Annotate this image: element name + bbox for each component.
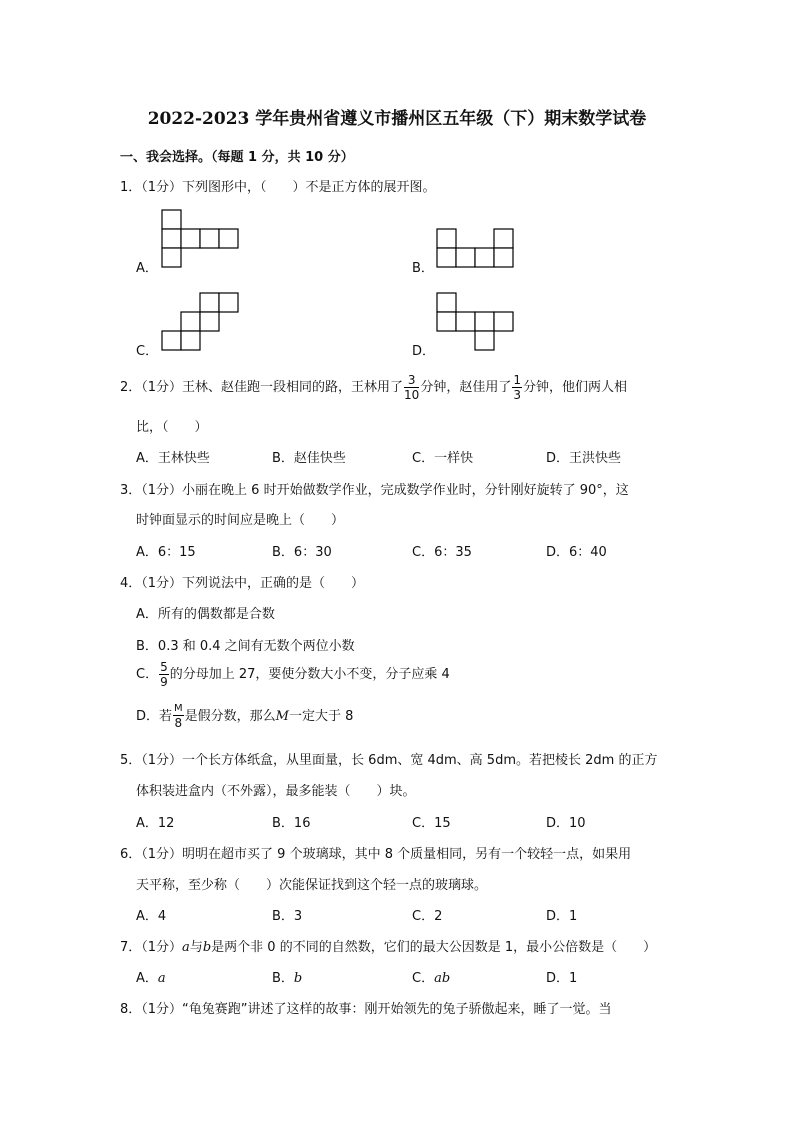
q4-option-c [136, 660, 450, 690]
q2-option-d: D．王洪快些 [546, 451, 622, 466]
q2-option-c: C．一样快 [412, 451, 474, 466]
q1-option-c-label: C． [136, 344, 159, 359]
q6-option-b: B．3 [272, 909, 303, 924]
q4-d-numerator: M [174, 703, 183, 714]
q4-c-fraction [159, 661, 169, 688]
q7-text: 是两个非 0 的不同的自然数，它们的最大公因数是 1，最小公倍数是（ ） [211, 940, 657, 955]
q7-prefix: 7．（1分） [120, 940, 183, 955]
q3-option-c: C．6：35 [412, 545, 472, 560]
question-8-line1: 8．（1分）“龟兔赛跑”讲述了这样的故事：刚开始领先的兔子骄傲起来，睡了一觉。当 [120, 1002, 612, 1017]
q3-option-d: D．6：40 [546, 545, 607, 560]
question-4-stem: 4．（1分）下列说法中，正确的是（ ） [120, 576, 365, 591]
question-6-line1: 6．（1分）明明在超市买了 9 个玻璃球，其中 8 个质量相同，另有一个较轻一点，如果用 [120, 847, 632, 862]
q4-option-a: A．所有的偶数都是合数 [136, 607, 275, 622]
q2-f1-denominator: 10 [404, 388, 420, 402]
q4-c-numerator: 5 [160, 660, 168, 674]
question-2-stem [120, 373, 627, 403]
question-3-line1: 3．（1分）小丽在晚上 6 时开始做数学作业，完成数学作业时，分针刚好旋转了 90°，这 [120, 483, 629, 498]
q5-option-c: C．15 [412, 816, 451, 831]
q4-d-text: 一定大于 8 [288, 709, 354, 724]
q2-option-b: B．赵佳快些 [272, 451, 346, 466]
q7-var-b: b [202, 940, 212, 955]
q3-option-a: A．6：15 [136, 545, 196, 560]
q7-option-b [272, 967, 302, 986]
q6-option-d: D．1 [546, 909, 578, 924]
question-7-stem [120, 936, 656, 955]
page-title: 2022-2023 学年贵州省遵义市播州区五年级（下）期末数学试卷 [147, 109, 647, 129]
q2-fraction-wanglin [404, 374, 419, 401]
q6-option-c: C．2 [412, 909, 443, 924]
q7-and: 与 [189, 940, 203, 955]
q5-option-a: A．12 [136, 816, 175, 831]
q4-d-fraction [173, 704, 184, 729]
q1-option-a-label: A． [136, 261, 158, 276]
q7-b-var: b [293, 971, 303, 986]
q4-d-variable: M [275, 709, 289, 724]
q1-option-a-net-figure [162, 210, 242, 270]
q2-text-post: 分钟，他们两人相 [522, 380, 627, 395]
q4-c-prefix: C． [136, 667, 159, 682]
q4-option-d [136, 702, 353, 732]
q4-c-denominator: 9 [160, 675, 168, 689]
q7-var-a: a [182, 940, 190, 955]
q2-option-a: A．王林快些 [136, 451, 210, 466]
q2-f1-numerator: 3 [404, 374, 419, 388]
q6-option-a: A．4 [136, 909, 167, 924]
q2-f2-denominator: 3 [513, 388, 521, 402]
q7-a-prefix: A． [136, 971, 158, 986]
q7-option-d: D．1 [546, 971, 578, 986]
q1-option-d-label: D． [412, 344, 436, 359]
q4-c-text: 的分母加上 27，要使分数大小不变，分子应乘 4 [169, 667, 450, 682]
q5-option-d: D．10 [546, 816, 586, 831]
question-5-line1: 5．（1分）一个长方体纸盒，从里面量，长 6dm、宽 4dm、高 5dm。若把棱长 2dm 的正方 [120, 753, 658, 768]
q3-option-b: B．6：30 [272, 545, 332, 560]
q4-d-prefix: D．若 [136, 709, 173, 724]
question-1-stem: 1．（1分）下列图形中，（ ）不是正方体的展开图。 [120, 180, 436, 195]
q4-d-mid: 是假分数，那么 [184, 709, 276, 724]
question-6-line2: 天平称，至少称（ ）次能保证找到这个轻一点的玻璃球。 [136, 878, 488, 893]
q1-option-b-label: B． [412, 261, 434, 276]
q2-f2-numerator: 1 [513, 373, 521, 387]
q4-d-denominator: 8 [174, 716, 183, 730]
q2-text-pre: 2．（1分）王林、赵佳跑一段相同的路，王林用了 [120, 380, 404, 395]
q7-c-var: ab [434, 971, 451, 986]
q2-text-mid: 分钟，赵佳用了 [420, 380, 512, 395]
question-3-line2: 时钟面显示的时间应是晚上（ ） [136, 513, 345, 528]
q7-a-var: a [157, 971, 166, 986]
q7-b-prefix: B． [272, 971, 294, 986]
q1-option-d-net-figure [437, 293, 517, 353]
q7-option-c [412, 967, 450, 986]
q2-fraction-zhaojia [512, 374, 522, 401]
q7-c-prefix: C． [412, 971, 435, 986]
q4-option-b: B．0.3 和 0.4 之间有无数个两位小数 [136, 639, 355, 654]
question-2-line2: 比，（ ） [136, 420, 208, 435]
section-heading: 一、我会选择。（每题 1 分，共 10 分） [120, 150, 354, 165]
q1-option-b-net-figure [437, 229, 517, 271]
question-5-line2: 体积装进盒内（不外露），最多能装（ ）块。 [136, 784, 416, 799]
q1-option-c-net-figure [162, 293, 242, 353]
q5-option-b: B．16 [272, 816, 311, 831]
q7-option-a [136, 967, 166, 986]
